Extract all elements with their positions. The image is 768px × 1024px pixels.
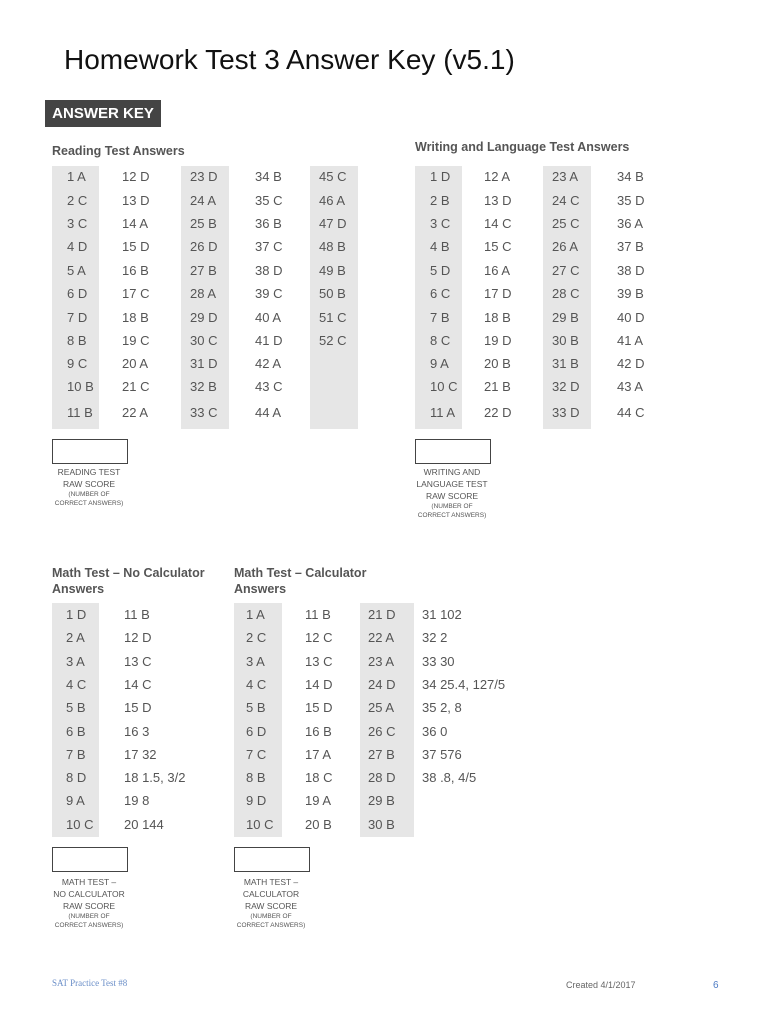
page-title: Homework Test 3 Answer Key (v5.1) — [64, 44, 515, 75]
answer-cell: 22 D — [484, 405, 512, 420]
answer-cell: 28 D — [368, 770, 396, 785]
answer-cell: 5 A — [67, 263, 86, 278]
answer-cell: 8 C — [430, 333, 451, 348]
answer-cell: 2 B — [430, 193, 450, 208]
answer-cell: 26 D — [190, 239, 218, 254]
answer-cell: 11 B — [305, 607, 331, 622]
answer-cell: 44 A — [255, 405, 282, 420]
answer-cell: 3 C — [430, 216, 451, 231]
answer-cell: 6 D — [67, 286, 88, 301]
answer-cell: 8 B — [246, 770, 266, 785]
answer-cell: 36 B — [255, 216, 282, 231]
answer-cell: 11 A — [430, 405, 456, 420]
answer-cell: 7 C — [246, 747, 267, 762]
answer-cell: 29 D — [190, 310, 218, 325]
answer-cell: 18 B — [122, 310, 149, 325]
answer-cell: 14 C — [484, 216, 512, 231]
math-nc-heading: Math Test – No Calculator Answers — [52, 566, 205, 596]
reading-score-label: READING TEST RAW SCORE (NUMBER OF CORRECT ANSWERS) — [54, 467, 124, 507]
answer-cell: 3 A — [246, 654, 265, 669]
answer-cell: 38 D — [617, 263, 645, 278]
answer-cell: 4 B — [430, 239, 450, 254]
answer-cell: 41 A — [617, 333, 644, 348]
answer-cell: 18 B — [484, 310, 511, 325]
writing-score-box[interactable] — [415, 439, 491, 464]
answer-cell: 34 B — [617, 169, 644, 184]
answer-cell: 49 B — [319, 263, 346, 278]
answer-cell: 6 C — [430, 286, 451, 301]
answer-cell: 40 A — [255, 310, 282, 325]
answer-cell: 28 C — [552, 286, 580, 301]
answer-cell: 45 C — [319, 169, 347, 184]
answer-cell: 19 8 — [124, 793, 150, 808]
answer-cell: 13 C — [305, 654, 333, 669]
answer-cell: 20 A — [122, 356, 149, 371]
answer-cell: 41 D — [255, 333, 283, 348]
answer-cell: 18 1.5, 3/2 — [124, 770, 186, 785]
answer-cell: 24 A — [190, 193, 217, 208]
answer-cell: 18 C — [305, 770, 333, 785]
answer-cell: 37 B — [617, 239, 644, 254]
answer-cell: 1 A — [246, 607, 265, 622]
answer-cell: 5 D — [430, 263, 451, 278]
answer-cell: 16 B — [305, 724, 332, 739]
answer-cell: 11 B — [124, 607, 150, 622]
answer-cell: 30 B — [368, 817, 395, 832]
answer-cell: 33 C — [190, 405, 218, 420]
answer-cell: 23 A — [552, 169, 579, 184]
answer-cell: 4 C — [66, 677, 87, 692]
answer-cell: 16 B — [122, 263, 149, 278]
writing-heading: Writing and Language Test Answers — [415, 140, 630, 154]
answer-cell: 2 C — [246, 630, 267, 645]
answer-cell: 14 A — [122, 216, 149, 231]
answer-cell: 34 B — [255, 169, 282, 184]
answer-cell: 37 576 — [422, 747, 462, 762]
answer-cell: 30 C — [190, 333, 218, 348]
answer-cell: 22 A — [368, 630, 395, 645]
math-nc-score-label: MATH TEST – NO CALCULATOR RAW SCORE (NUMBER OF CORRECT ANSWERS) — [53, 877, 125, 929]
answer-cell: 42 A — [255, 356, 282, 371]
answer-cell: 27 B — [368, 747, 395, 762]
answer-cell: 17 A — [305, 747, 332, 762]
answer-cell: 1 A — [67, 169, 86, 184]
answer-cell: 15 D — [122, 239, 150, 254]
answer-cell: 51 C — [319, 310, 347, 325]
answer-cell: 21 B — [484, 379, 511, 394]
answer-cell: 28 A — [190, 286, 217, 301]
answer-cell: 46 A — [319, 193, 346, 208]
answer-cell: 23 A — [368, 654, 395, 669]
answer-cell: 10 C — [246, 817, 274, 832]
answer-cell: 11 B — [67, 405, 93, 420]
answer-cell: 29 B — [552, 310, 579, 325]
answer-cell: 20 B — [484, 356, 511, 371]
answer-cell: 13 C — [124, 654, 152, 669]
answer-cell: 13 D — [122, 193, 150, 208]
answer-cell: 35 C — [255, 193, 283, 208]
answer-cell: 40 D — [617, 310, 645, 325]
answer-cell: 17 C — [122, 286, 150, 301]
answer-cell: 32 B — [190, 379, 217, 394]
answer-cell: 26 A — [552, 239, 579, 254]
answer-cell: 39 B — [617, 286, 644, 301]
answer-cell: 36 0 — [422, 724, 448, 739]
math-c-score-label: MATH TEST – CALCULATOR RAW SCORE (NUMBER OF CORRECT ANSWERS) — [236, 877, 306, 929]
answer-cell: 35 2, 8 — [422, 700, 462, 715]
answer-cell: 19 C — [122, 333, 150, 348]
answer-cell: 10 C — [430, 379, 458, 394]
answer-cell: 24 C — [552, 193, 580, 208]
answer-cell: 2 A — [66, 630, 85, 645]
answer-cell: 3 A — [66, 654, 85, 669]
answer-cell: 12 A — [484, 169, 511, 184]
answer-cell: 31 B — [552, 356, 579, 371]
answer-cell: 20 144 — [124, 817, 164, 832]
answer-cell: 10 C — [66, 817, 94, 832]
answer-cell: 22 A — [122, 405, 149, 420]
answer-cell: 9 D — [246, 793, 267, 808]
answer-cell: 14 D — [305, 677, 333, 692]
answer-cell: 8 D — [66, 770, 87, 785]
answer-cell: 12 D — [124, 630, 152, 645]
math-nc-score-box[interactable] — [52, 847, 128, 872]
answer-cell: 25 B — [190, 216, 217, 231]
answer-cell: 15 D — [124, 700, 152, 715]
answer-cell: 5 B — [66, 700, 86, 715]
answer-cell: 52 C — [319, 333, 347, 348]
answer-cell: 29 B — [368, 793, 395, 808]
answer-cell: 6 D — [246, 724, 267, 739]
answer-cell: 25 C — [552, 216, 580, 231]
answer-cell: 43 C — [255, 379, 283, 394]
answer-cell: 8 B — [67, 333, 87, 348]
answer-cell: 20 B — [305, 817, 332, 832]
answer-cell: 17 D — [484, 286, 512, 301]
footer-page-number: 6 — [713, 980, 719, 991]
reading-score-box[interactable] — [52, 439, 128, 464]
answer-cell: 31 102 — [422, 607, 462, 622]
answer-cell: 38 D — [255, 263, 283, 278]
answer-cell: 4 C — [246, 677, 267, 692]
answer-cell: 42 D — [617, 356, 645, 371]
answer-cell: 6 B — [66, 724, 86, 739]
answer-cell: 2 C — [67, 193, 88, 208]
answer-cell: 16 A — [484, 263, 511, 278]
answer-cell: 9 C — [67, 356, 88, 371]
footer-test-name: SAT Practice Test #8 — [52, 978, 128, 988]
answer-cell: 36 A — [617, 216, 644, 231]
answer-cell: 26 C — [368, 724, 396, 739]
answer-cell: 19 A — [305, 793, 332, 808]
answer-cell: 31 D — [190, 356, 218, 371]
answer-cell: 24 D — [368, 677, 396, 692]
answer-cell: 9 A — [66, 793, 85, 808]
answer-cell: 15 C — [484, 239, 512, 254]
math-c-score-box[interactable] — [234, 847, 310, 872]
answer-cell: 38 .8, 4/5 — [422, 770, 477, 785]
answer-cell: 44 C — [617, 405, 645, 420]
answer-cell: 33 D — [552, 405, 580, 420]
answer-cell: 15 D — [305, 700, 333, 715]
answer-cell: 9 A — [430, 356, 449, 371]
answer-cell: 5 B — [246, 700, 266, 715]
answer-cell: 32 2 — [422, 630, 448, 645]
answer-cell: 23 D — [190, 169, 218, 184]
writing-score-label: WRITING AND LANGUAGE TEST RAW SCORE (NUMBER OF CORRECT ANSWERS) — [416, 467, 488, 519]
answer-cell: 43 A — [617, 379, 644, 394]
answer-cell: 7 B — [66, 747, 86, 762]
answer-cell: 17 32 — [124, 747, 157, 762]
answer-cell: 7 D — [67, 310, 88, 325]
answer-cell: 19 D — [484, 333, 512, 348]
answer-cell: 27 C — [552, 263, 580, 278]
answer-cell: 33 30 — [422, 654, 455, 669]
answer-cell: 16 3 — [124, 724, 150, 739]
answer-cell: 7 B — [430, 310, 450, 325]
answer-cell: 21 C — [122, 379, 150, 394]
answer-cell: 32 D — [552, 379, 580, 394]
answer-cell: 47 D — [319, 216, 347, 231]
answer-cell: 34 25.4, 127/5 — [422, 677, 506, 692]
answer-cell: 35 D — [617, 193, 645, 208]
answer-cell: 13 D — [484, 193, 512, 208]
answer-cell: 50 B — [319, 286, 346, 301]
answer-cell: 21 D — [368, 607, 396, 622]
answer-cell: 27 B — [190, 263, 217, 278]
answer-cell: 30 B — [552, 333, 579, 348]
answer-cell: 12 C — [305, 630, 333, 645]
answer-cell: 1 D — [66, 607, 87, 622]
math-c-heading: Math Test – Calculator Answers — [234, 566, 367, 596]
answer-cell: 10 B — [67, 379, 94, 394]
answer-cell: 39 C — [255, 286, 283, 301]
answer-cell: 3 C — [67, 216, 88, 231]
answer-cell: 37 C — [255, 239, 283, 254]
answer-key-badge: ANSWER KEY — [45, 100, 161, 127]
answer-cell: 48 B — [319, 239, 346, 254]
answer-cell: 12 D — [122, 169, 150, 184]
answer-cell: 14 C — [124, 677, 152, 692]
footer-created-date: Created 4/1/2017 — [566, 980, 636, 990]
answer-cell: 1 D — [430, 169, 451, 184]
answer-cell: 4 D — [67, 239, 88, 254]
reading-heading: Reading Test Answers — [52, 144, 185, 158]
answer-cell: 25 A — [368, 700, 395, 715]
